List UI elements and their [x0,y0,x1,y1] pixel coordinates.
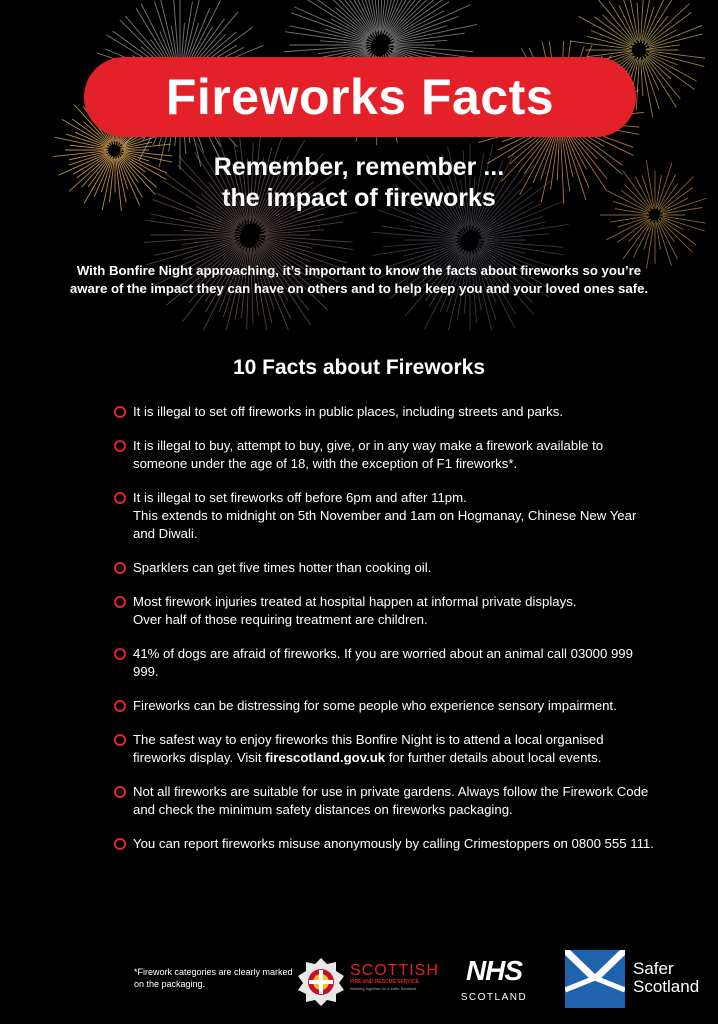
safer-line-1: Safer [633,959,674,978]
nhs-wordmark: NHS [465,955,523,986]
fact-item [114,559,654,577]
fact-text-before-link: The safest way to enjoy fireworks this Bonfire Night is to attend a local organised fireworks display. Visit [133,732,604,765]
fact-text: Not all fireworks are suitable for use in private gardens. Always follow the Firework Code and check the minimum safety distances on fireworks packaging. [133,784,649,817]
bullet-ring-icon [114,440,126,452]
fact-text-after-link: for further details about local events. [385,750,602,765]
sfrs-name: SCOTTISH [350,962,439,979]
safer-line-2: Scotland [633,977,700,996]
footnote: *Firework categories are clearly marked on the packaging. [134,967,293,989]
fact-item [114,489,654,543]
fact-text: Fireworks can be distressing for some people who experience sensory impairment. [133,698,617,713]
title-banner [84,57,636,137]
fact-item [114,403,654,421]
bullet-ring-icon [114,406,126,418]
sfrs-logo [296,956,439,1008]
fact-text: 41% of dogs are afraid of fireworks. If you are worried about an animal call 03000 999 999. [133,646,633,679]
fact-item [114,437,654,473]
fact-text: Sparklers can get five times hotter than cooking oil. [133,560,432,575]
fact-item [114,593,654,629]
fact-item [114,783,654,819]
fact-item [114,645,654,681]
bullet-ring-icon [114,734,126,746]
fact-text: It is illegal to buy, attempt to buy, give, or in any way make a firework available to someone under the age of 18, with the exception of F1 fireworks*. [133,438,604,471]
fact-text-line-2: Over half of those requiring treatment are children. [133,612,428,627]
subtitle-line-2: the impact of fireworks [222,184,496,212]
fact-item [114,697,654,715]
saltire-icon [565,950,625,1008]
subtitle-line-1: Remember, remember ... [213,153,505,181]
bullet-ring-icon [114,838,126,850]
nhs-scotland-logo [458,956,530,1006]
fact-text: It is illegal to set off fireworks in public places, including streets and parks. [133,404,564,419]
bullet-ring-icon [114,562,126,574]
nhs-region: SCOTLAND [460,992,528,1003]
fact-text-line-1: It is illegal to set fireworks off before 6pm and after 11pm. [133,490,467,505]
fact-text-line-1: Most firework injuries treated at hospital happen at informal private displays. [133,594,577,609]
sfrs-sub: FIRE AND RESCUE SERVICE [350,979,419,985]
facts-list [114,403,654,869]
intro-paragraph: With Bonfire Night approaching, it’s important to know the facts about fireworks so you’re aware of the impact they can have on others and to help keep you and your loved ones safe. [69,263,649,296]
bullet-ring-icon [114,786,126,798]
subtitle [0,152,718,214]
safer-scotland-logo [565,950,715,1008]
bullet-ring-icon [114,648,126,660]
sfrs-crest-icon [296,956,346,1008]
bullet-ring-icon [114,700,126,712]
fact-item [114,731,654,767]
firescotland-link[interactable]: firescotland.gov.uk [265,750,386,765]
page-title: Fireworks Facts [165,69,555,125]
fact-text-line-2: This extends to midnight on 5th November and 1am on Hogmanay, Chinese New Year and Diwali. [133,508,637,541]
fact-item [114,835,654,853]
fact-text: You can report fireworks misuse anonymously by calling Crimestoppers on 0800 555 111. [133,836,654,851]
sfrs-tagline: Working together for a safer Scotland [350,986,417,991]
facts-heading: 10 Facts about Fireworks [232,356,486,379]
bullet-ring-icon [114,492,126,504]
bullet-ring-icon [114,596,126,608]
